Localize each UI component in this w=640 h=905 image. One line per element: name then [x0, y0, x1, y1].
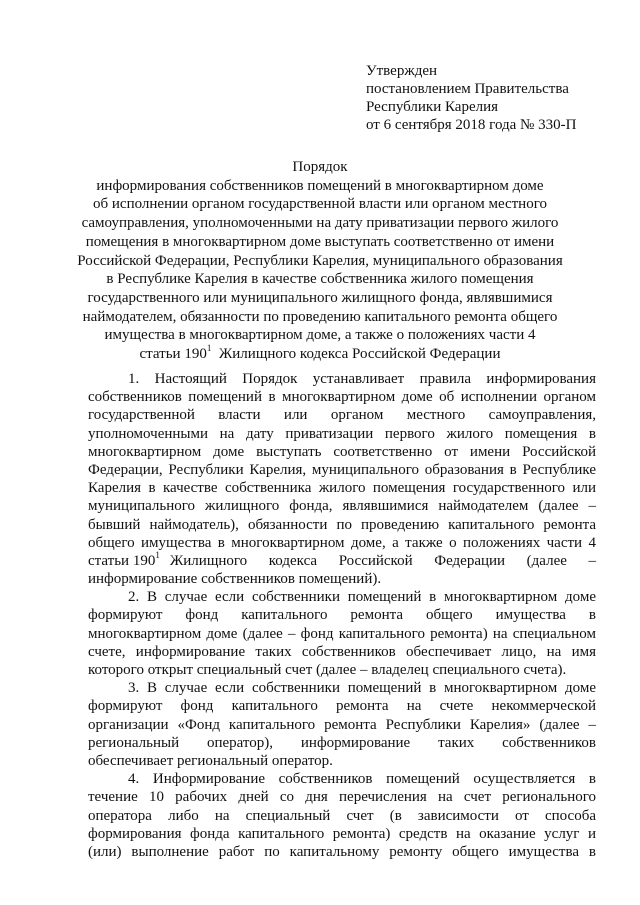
body-line: формируют фонд капитального ремонта на счете некоммерческой	[88, 698, 596, 715]
title-line: об исполнении органом государственной власти или органом местного	[93, 196, 547, 213]
title-heading: Порядок	[292, 159, 348, 175]
body-line: организации «Фонд капитального ремонта Республики Карелия» (далее –	[88, 716, 596, 733]
title-line: самоуправления, уполномоченными на дату приватизации первого жилого	[81, 215, 559, 232]
paragraph-2	[88, 588, 596, 679]
body-text: статьи 190	[88, 552, 156, 569]
body-text: Жилищного кодекса Российской Федерации (далее –	[169, 552, 596, 569]
body-line: собственников помещений в многоквартирном доме об исполнении органом	[88, 389, 596, 406]
title-line: помещения в многоквартирном доме выступать соответственно от имени	[85, 233, 555, 250]
body-line: Федерации, Республики Карелия, муниципального образования в Республике	[88, 461, 596, 478]
paragraph-1	[88, 370, 596, 588]
title-line: Российской Федерации, Республики Карелия, муниципального образования	[77, 252, 563, 269]
approval-line: Утвержден	[366, 63, 438, 79]
body-line: обеспечивает региональный оператор.	[88, 752, 333, 769]
title-line: наймодателем, обязанности по проведению капитального ремонта общего	[82, 308, 558, 325]
body-line: информирование собственников помещений).	[88, 571, 382, 588]
body-line: 4. Информирование собственников помещений осуществляется в	[128, 771, 596, 788]
title-line: имущества в многоквартирном доме, а также о положениях части 4	[104, 327, 536, 344]
body-line: бывший наймодатель), обязанности по проведению капитального ремонта	[88, 516, 596, 533]
paragraph-4	[88, 770, 596, 861]
title-line: государственного или муниципального жилищного фонда, являвшимися	[87, 289, 553, 306]
body-line: 1. Настоящий Порядок устанавливает правила информирования	[128, 371, 596, 387]
body-line	[88, 549, 596, 570]
body-line: формируют фонд капитального ремонта общего имущества в	[88, 607, 596, 624]
title-line: информирования собственников помещений в многоквартирном доме	[96, 177, 544, 194]
body-line: формирования фонда капитального ремонта) средств на оказание услуг и	[88, 825, 596, 842]
body-line: региональный оператор), информирование таких собственников	[88, 734, 596, 751]
title-text: Жилищного кодекса Российской Федерации	[211, 346, 501, 363]
approval-line: постановлением Правительства	[366, 81, 569, 97]
body-line: которого открыт специальный счет (далее – владелец специального счета).	[88, 662, 567, 678]
body-line: счете, информирование таких собственников обеспечивает лицо, на имя	[88, 643, 596, 660]
document-body	[88, 370, 596, 861]
body-line: многоквартирном доме выступать соответственно от имени Российской	[88, 443, 596, 460]
body-text	[88, 549, 160, 570]
body-line: Карелия в качестве собственника жилого помещения государственного или	[88, 480, 596, 497]
body-line: уполномоченными на дату приватизации первого жилого помещения в	[88, 425, 596, 442]
superscript: 1	[155, 549, 160, 560]
document-title	[40, 158, 600, 364]
body-line: оператора либо на специальный счет (в зависимости от способа	[88, 807, 596, 824]
paragraph-3	[88, 679, 596, 770]
approval-stamp	[366, 62, 576, 134]
body-line: муниципального жилищного фонда, являвшимися наймодателем (далее –	[88, 498, 596, 515]
title-text: статьи 190	[139, 346, 207, 363]
body-line: 2. В случае если собственники помещений в многоквартирном доме	[128, 589, 596, 606]
superscript: 1	[206, 343, 212, 354]
body-line: общего имущества в многоквартирном доме, а также о положениях части 4	[88, 534, 596, 551]
body-line: 3. В случае если собственники помещений в многоквартирном доме	[128, 680, 596, 697]
approval-line: Республики Карелия	[366, 99, 499, 115]
title-line: в Республике Карелия в качестве собственника жилого помещения	[106, 271, 534, 288]
body-line: многоквартирном доме (далее – фонд капитального ремонта) на специальном	[88, 625, 596, 642]
body-line: течение 10 рабочих дней со дня перечисления на счет регионального	[88, 789, 596, 806]
approval-line: от 6 сентября 2018 года № 330-П	[366, 117, 577, 133]
body-line: (или) выполнение работ по капитальному ремонту общего имущества в	[88, 843, 596, 860]
body-line: государственной власти или органом местного самоуправления,	[88, 407, 596, 424]
title-line	[40, 345, 600, 364]
